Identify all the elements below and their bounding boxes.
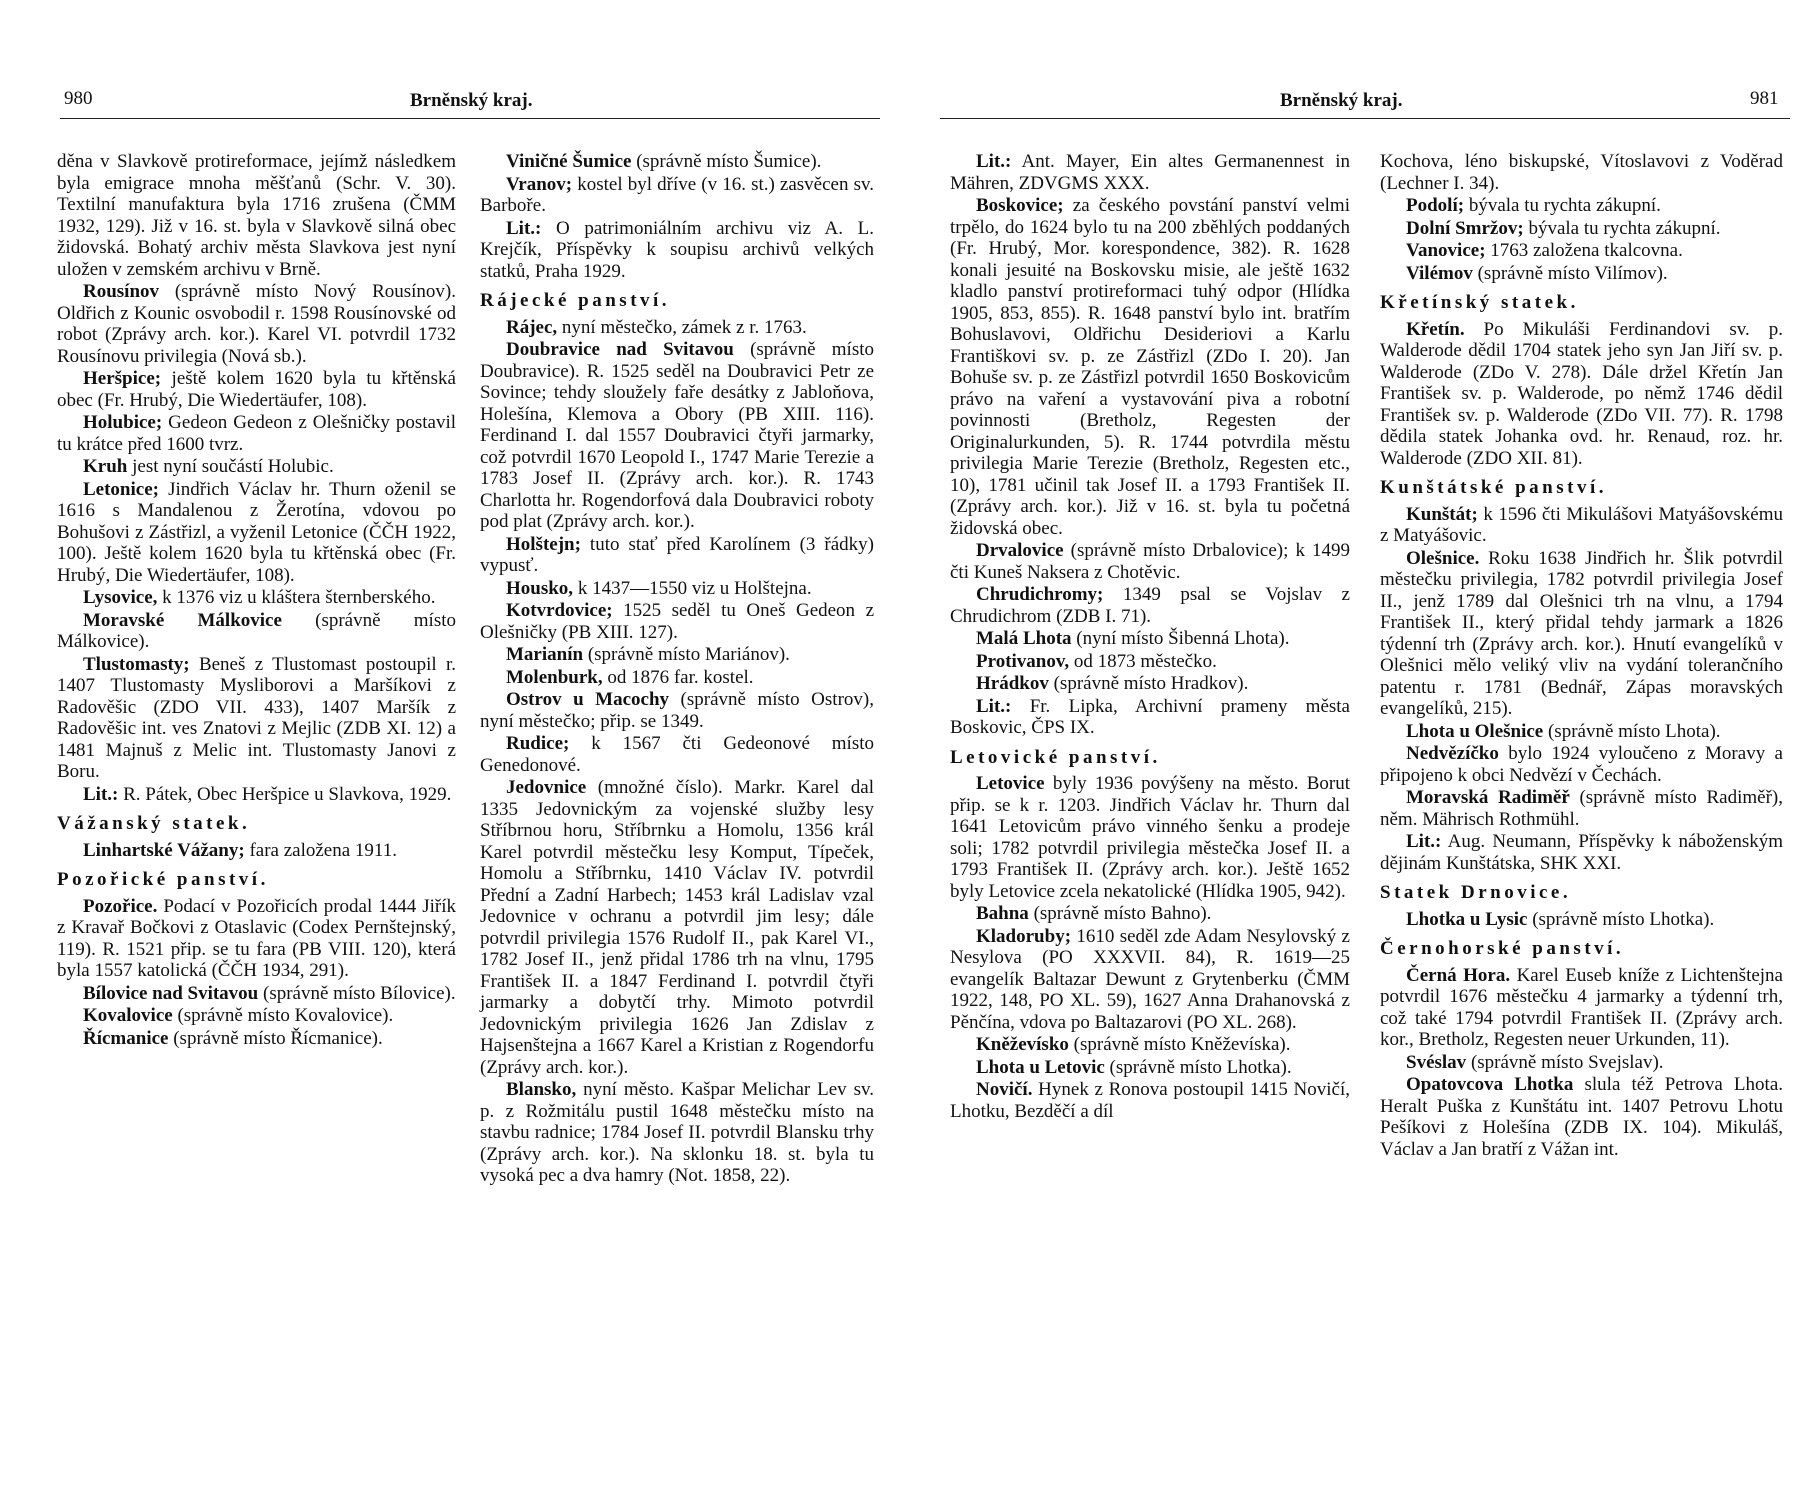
entry-paragraph	[480, 151, 874, 173]
entry-text: (správně místo Nový Rousínov). Oldřich z Kounic osvobodil r. 1598 Rousínovské od robot (Zprávy arch. kor.). Karel VI. potvrdil 1732 Rousínovu privilegia (Nová sb.).	[57, 281, 456, 367]
entry-text: Roku 1638 Jindřich hr. Šlik potvrdil městečku privilegia, 1782 potvrdil privilegia Josef II., jenž 1789 dal Olešnici trh na vlnu, a 1794 František II., který přidal tehdy jarmark a 1826 týdenní trh (Zprávy arch. kor.). Hnutí evangelíků v Olešnici mělo veliký vliv na vydání tolerančního patentu r. 1781 (Bednář, Zápas moravských evangelíků, 215).	[1380, 547, 1783, 719]
entry-paragraph	[480, 174, 874, 217]
entry-paragraph	[950, 696, 1350, 739]
entry-paragraph	[480, 1079, 874, 1187]
entry-headword: Rájec,	[506, 316, 558, 338]
entry-headword: Letovice	[976, 773, 1045, 794]
page-number: 980	[64, 88, 93, 109]
entry-paragraph	[1380, 151, 1783, 194]
entry-text: (množné číslo). Markr. Karel dal 1335 Jedovnickým za vojenské služby lesy Stříbrnou horu, Stříbrnku a Homolu, 1356 král Karel potvrdil městečku lesy Komput, Típeček, Homolu a Stříbrnku, 1410 Václav IV. potvrdil Přední a Zadní Harbech; 1453 král Ladislav vzal Jedovnice v ochranu a potvrdil jim lesy; dále potvrdil privilegia 1576 Rudolf II., pak Karel VI., 1782 Josef II., jenž přidal 1786 trh na vlnu, 1795 František II. a 1847 Ferdinand I. potvrdil čtyři jarmarky a dobytčí trhy. Mimoto potvrdil Jedovnickým privilegia 1626 Jan Zdislav z Hajsenštejna a 1667 Karel a Kristian z Rogendorfu (Zprávy arch. kor.).	[480, 777, 874, 1078]
entry-paragraph	[57, 456, 456, 478]
entry-text: Karel Euseb kníže z Lichtenštejna potvrdil 1676 městečku 4 jarmarky a týdenní trh, což také 1794 potvrdil František II. (Zprávy arch. kor., Bretholz, Regesten neuer Urkunden, 11).	[1380, 964, 1783, 1050]
entry-paragraph	[57, 479, 456, 587]
entry-headword: Molenburk,	[506, 666, 603, 688]
entry-text: od 1876 far. kostel.	[602, 666, 754, 688]
entry-headword: Kruh	[83, 456, 128, 477]
entry-text: 1525 seděl tu Oneš Gedeon z Olešničky (PB XIII. 127).	[480, 600, 874, 643]
entry-headword: Protivanov,	[976, 650, 1070, 672]
entry-text: (správně místo Hradkov).	[1048, 673, 1249, 694]
entry-headword: Linhartské Vážany;	[83, 839, 245, 861]
entry-paragraph	[1380, 240, 1783, 262]
entry-text: (správně místo Bahno).	[1028, 903, 1212, 924]
entry-text: k 1567 čti Gedeonové místo Genedonové.	[480, 733, 874, 776]
entry-paragraph	[950, 628, 1350, 650]
entry-paragraph	[950, 773, 1350, 902]
entry-text: R. Pátek, Obec Heršpice u Slavkova, 1929.	[118, 783, 452, 805]
entry-paragraph	[57, 1005, 456, 1027]
section-heading: Rájecké panství.	[480, 290, 671, 311]
entry-headword: Lit.:	[506, 217, 542, 239]
entry-text: Podací v Pozořicích prodal 1444 Jiřík z Kravař Bočkovi z Otaslavic (Codex Pernštejnský, 119). R. 1521 přip. se tu fara (PB VIII. 120), která byla 1557 katolická (ČČH 1934, 291).	[57, 895, 456, 981]
entry-headword: Moravské Málkovice	[83, 609, 282, 631]
entry-text: (správně místo Řícmanice).	[168, 1027, 383, 1049]
entry-text: (správně místo Drbalovice); k 1499 čti Kuneš Naksera z Chotěvic.	[950, 540, 1350, 583]
section-heading: Černohorské panství.	[1380, 938, 1625, 959]
entry-headword: Ostrov u Macochy	[506, 689, 670, 710]
entry-text: Fr. Lipka, Archivní prameny města Boskovic, ČPS IX.	[950, 695, 1350, 738]
entry-text: byly 1936 povýšeny na město. Borut přip. se k r. 1203. Jindřich Václav hr. Thurn dal 1641 Letovicům právo vinného šenku a prodeje soli; 1782 potvrdil privilegia městečka Josef II. a 1793 František II. (Zprávy arch. kor.). Ještě 1652 byly Letovice zcela nekatolické (Hlídka 1905, 942).	[950, 773, 1350, 902]
entry-headword: Bílovice nad Svitavou	[83, 982, 259, 1004]
entry-text: kostel byl dříve (v 16. st.) zasvěcen sv. Barboře.	[480, 173, 874, 216]
entry-paragraph	[57, 610, 456, 653]
entry-text: k 1596 čti Mikulášovi Matyášovskému z Matyášovic.	[1380, 503, 1783, 546]
entry-text: Hynek z Ronova postoupil 1415 Novičí, Lhotku, Bezděčí a díl	[950, 1079, 1350, 1122]
entry-text: Kochova, léno biskupské, Vítoslavovi z Voděrad (Lechner I. 34).	[1380, 151, 1783, 194]
left-header	[0, 88, 905, 118]
header-rule	[60, 118, 880, 119]
entry-text: slula též Petrova Lhota. Heralt Puška z Kunštátu int. 1407 Petrovu Lhotu Pešíkovi z Holešína (ZDB IX. 104). Mikuláš, Václav a Jan bratří z Vážan int.	[1380, 1074, 1783, 1160]
entry-headword: Marianín	[506, 644, 584, 665]
running-title: Brněnský kraj.	[410, 90, 533, 111]
entry-text: 1349 psal se Vojslav z Chrudichrom (ZDB I. 71).	[950, 584, 1350, 627]
entry-headword: Blansko,	[506, 1079, 577, 1100]
entry-headword: Jedovnice	[506, 777, 587, 798]
entry-headword: Kunštát;	[1406, 503, 1478, 525]
entry-text: Gedeon Gedeon z Olešničky postavil tu krátce před 1600 tvrz.	[57, 412, 456, 455]
entry-headword: Opatovcova Lhotka	[1406, 1074, 1574, 1095]
entry-headword: Řícmanice	[83, 1027, 169, 1049]
entry-headword: Holubice;	[83, 412, 163, 433]
entry-paragraph	[1380, 548, 1783, 720]
entry-paragraph	[57, 896, 456, 982]
entry-text: k 1437—1550 viz u Holštejna.	[573, 577, 812, 599]
entry-headword: Rousínov	[83, 281, 160, 302]
entry-paragraph	[480, 578, 874, 600]
running-title: Brněnský kraj.	[1280, 90, 1403, 111]
entry-text: za českého povstání panství velmi trpělo, do 1624 bylo tu na 200 zběhlých poddaných (Fr. Hrubý, Mor. korespondence, 382). R. 1628 konali jesuité na Boskovsku misie, ale ještě 1632 kladlo panství protireformaci tuhý odpor (Hlídka 1905, 853, 855). R. 1648 panství bylo int. bratřím Bohuslavovi, Oldřichu Desideriovi a Karlu Františkovi sv. p. ze Zástřizl (ZDo I. 20). Jan Bohuše sv. p. ze Zástřizl potvrdil 1650 Boskovicům právo na vaření a vystavování piva a robotní povinnosti (Bretholz, Regesten der Originalurkunden, 5). R. 1744 potvrdila městu privilegia Marie Terezie (Bretholz, Regesten etc., 10), 1781 učinil tak Josef II. a 1793 František II. (Zprávy arch. kor.). Již v 16. st. byla tu početná židovská obec.	[950, 195, 1350, 539]
entry-headword: Lhota u Olešnice	[1406, 720, 1544, 742]
entry-paragraph	[480, 317, 874, 339]
entry-headword: Dolní Smržov;	[1406, 217, 1524, 239]
entry-text: od 1873 městečko.	[1069, 650, 1217, 672]
entry-text: Po Mikuláši Ferdinandovi sv. p. Walderode dědil 1704 statek jeho syn Jan Jiří sv. p. Walderode (ZDo V. 278). Dále držel Křetín Jan František sv. p. Walderode, po němž 1746 dědil František sv. p. Walderode (ZDo VII. 77). R. 1798 dědila statek Johanka ovd. hr. Renaud, roz. hr. Walderode (ZDO XII. 81).	[1380, 318, 1783, 469]
entry-headword: Holštejn;	[506, 533, 581, 555]
entry-paragraph	[1380, 721, 1783, 743]
entry-headword: Kotvrdovice;	[506, 600, 613, 621]
entry-headword: Letonice;	[83, 478, 159, 500]
entry-text: fara založena 1911.	[244, 839, 397, 861]
entry-text: bylo 1924 vyloučeno z Moravy a připojeno k obci Nedvězí v Čechách.	[1380, 743, 1783, 786]
entry-paragraph	[950, 673, 1350, 695]
entry-text: (správně místo Kněževíska).	[1068, 1034, 1291, 1055]
entry-text: (správně místo Lhotka).	[1104, 1056, 1292, 1078]
entry-paragraph	[1380, 965, 1783, 1051]
entry-headword: Kladoruby;	[976, 925, 1072, 947]
entry-paragraph	[57, 1028, 456, 1050]
entry-headword: Boskovice;	[976, 195, 1064, 216]
entry-paragraph	[57, 281, 456, 367]
entry-headword: Lysovice,	[83, 587, 158, 608]
entry-headword: Novičí.	[976, 1079, 1033, 1100]
section-heading: Vážanský statek.	[57, 813, 251, 834]
entry-paragraph	[950, 1057, 1350, 1079]
entry-text: nyní město. Kašpar Melichar Lev sv. p. z Rožmitálu pustil 1648 městečku místo na stavbu radnice; 1784 Josef II. potvrdil Blansku trhy (Zprávy arch. kor.). Na sklonku 18. st. byla tu vysoká pec a dva hamry (Not. 1858, 22).	[480, 1079, 874, 1186]
entry-headword: Bahna	[976, 903, 1029, 924]
entry-headword: Viničné Šumice	[506, 151, 632, 172]
entry-paragraph	[480, 339, 874, 533]
entry-paragraph	[950, 1034, 1350, 1056]
entry-headword: Housko,	[506, 577, 574, 599]
entry-headword: Hrádkov	[976, 673, 1049, 694]
entry-text: (správně místo Svejslav).	[1466, 1051, 1664, 1073]
entry-text: bývala tu rychta zákupní.	[1523, 217, 1721, 239]
entry-headword: Chrudichromy;	[976, 584, 1104, 605]
entry-paragraph	[480, 644, 874, 666]
entry-headword: Vanovice;	[1406, 240, 1486, 261]
entry-headword: Heršpice;	[83, 368, 162, 389]
entry-headword: Křetín.	[1406, 318, 1465, 340]
entry-paragraph	[950, 903, 1350, 925]
entry-paragraph	[950, 540, 1350, 583]
right-header	[905, 88, 1810, 118]
entry-headword: Doubravice nad Svitavou	[506, 339, 734, 360]
entry-text: (správně místo Ostrov), nyní městečko; přip. se 1349.	[480, 689, 874, 732]
entry-text: bývala tu rychta zákupní.	[1464, 195, 1661, 216]
entry-text: jest nyní součástí Holubic.	[127, 456, 334, 477]
entry-text: (správně místo Doubravice). R. 1525 seděl na Doubravici Petr ze Sovince; tehdy sloužely faře desátky z Jabloňova, Holešína, Klemova a Obory (PB XIII. 116). Ferdinand I. dal 1557 Doubravici čtyři jarmarky, což potvrdil 1670 Leopold I., 1747 Marie Terezie a 1783 Josef II. (Zprávy arch. kor.). R. 1743 Charlotta hr. Rogendorfová dala Doubravici roboty pod plat (Zprávy arch. kor.).	[480, 339, 874, 532]
entry-text: (správně místo Málkovice).	[57, 609, 456, 652]
column-2	[480, 151, 874, 1188]
entry-headword: Olešnice.	[1406, 547, 1480, 569]
entry-text: (správně místo Radiměř), něm. Mährisch Rothmühl.	[1380, 787, 1783, 830]
entry-headword: Lit.:	[1406, 831, 1442, 852]
entry-text: ještě kolem 1620 byla tu křtěnská obec (Fr. Hrubý, Die Wiedertäufer, 108).	[57, 368, 456, 411]
column-1	[57, 151, 456, 1050]
section-heading: Křetínský statek.	[1380, 292, 1579, 313]
section-heading: Pozořické panství.	[57, 869, 269, 890]
entry-paragraph	[950, 195, 1350, 539]
entry-paragraph	[950, 584, 1350, 627]
entry-paragraph	[950, 926, 1350, 1034]
entry-text: Jindřich Václav hr. Thurn oženil se 1616 s Mandalenou z Žerotína, vdovou po Bohušovi z Zástřizl, a vyženil Letonice (ČČH 1922, 100). Ještě kolem 1620 byla tu křtěnská obec (Fr. Hrubý, Die Wiedertäufer, 108).	[57, 478, 456, 586]
entry-paragraph	[1380, 1074, 1783, 1160]
entry-headword: Podolí;	[1406, 195, 1465, 216]
entry-text: nyní městečko, zámek z r. 1763.	[557, 316, 807, 338]
entry-text: (správně místo Bílovice).	[258, 982, 456, 1004]
entry-headword: Kněževísko	[976, 1034, 1069, 1055]
entry-headword: Pozořice.	[83, 895, 158, 917]
entry-text: 1763 založena tkalcovna.	[1485, 240, 1683, 261]
entry-text: Beneš z Tlustomast postoupil r. 1407 Tlustomasty Mysliborovi a Maršíkovi z Radověšic (ZDO VII. 433), 1407 Maršík z Radověšic int. ves Znatovi z Mejlic (ZDB XI. 12) a 1481 Majnuš z Melic int. Tlustomasty Janovi z Boru.	[57, 653, 456, 782]
entry-headword: Moravská Radiměř	[1406, 787, 1570, 808]
entry-headword: Tlustomasty;	[83, 653, 190, 675]
entry-paragraph	[57, 151, 456, 280]
entry-paragraph	[950, 151, 1350, 194]
entry-text: k 1376 viz u kláštera šternberského.	[157, 587, 436, 608]
entry-paragraph	[1380, 831, 1783, 874]
entry-text: (správně místo Vilímov).	[1472, 262, 1668, 284]
entry-text: O patrimoniálním archivu viz A. L. Krejčík, Příspěvky k soupisu archivů velkých statků, Praha 1929.	[480, 217, 874, 282]
entry-text: děna v Slavkově protireformace, jejímž následkem byla emigrace mnoha měšťanů (Schr. V. 30). Textilní manufaktura byla 1716 zrušena (ČMM 1932, 129). Již v 16. st. byla v Slavkově silná obec židovská. Bohatý archiv města Slavkova jest nyní uložen v zemském archivu v Brně.	[57, 151, 456, 280]
entry-text: tuto stať před Karolínem (3 řádky) vypusť.	[480, 533, 874, 576]
entry-headword: Vranov;	[506, 173, 573, 195]
entry-text: (správně místo Šumice).	[631, 151, 822, 172]
section-heading: Letovické panství.	[950, 746, 1161, 768]
entry-paragraph	[1380, 504, 1783, 547]
entry-text: Ant. Mayer, Ein altes Germanennest in Mähren, ZDVGMS XXX.	[950, 151, 1350, 194]
entry-headword: Malá Lhota	[976, 628, 1072, 649]
page-number: 981	[1750, 88, 1779, 109]
entry-paragraph	[57, 368, 456, 411]
entry-paragraph	[480, 667, 874, 689]
entry-text: (nyní místo Šibenná Lhota).	[1071, 628, 1290, 649]
column-4	[1380, 151, 1783, 1161]
entry-paragraph	[480, 534, 874, 577]
entry-paragraph	[480, 777, 874, 1078]
entry-paragraph	[57, 784, 456, 806]
entry-paragraph	[1380, 319, 1783, 470]
entry-paragraph	[950, 1079, 1350, 1122]
entry-headword: Nedvězíčko	[1406, 743, 1499, 764]
entry-paragraph	[480, 600, 874, 643]
entry-text: (správně místo Lhota).	[1543, 720, 1721, 742]
entry-paragraph	[950, 651, 1350, 673]
entry-headword: Drvalovice	[976, 540, 1064, 561]
entry-paragraph	[480, 218, 874, 283]
entry-text: Aug. Neumann, Příspěvky k náboženským dějinám Kunštátska, SHK XXI.	[1380, 831, 1783, 874]
right-page	[905, 0, 1810, 1500]
entry-text: (správně místo Kovalovice).	[172, 1005, 394, 1026]
entry-paragraph	[57, 654, 456, 783]
entry-headword: Svéslav	[1406, 1051, 1467, 1073]
entry-headword: Lit.:	[976, 151, 1012, 172]
entry-paragraph	[1380, 218, 1783, 240]
entry-paragraph	[57, 840, 456, 862]
entry-text: (správně místo Mariánov).	[583, 644, 790, 665]
entry-headword: Lit.:	[83, 783, 119, 805]
entry-paragraph	[480, 689, 874, 732]
section-heading: Statek Drnovice.	[1380, 882, 1572, 903]
entry-paragraph	[1380, 263, 1783, 285]
entry-text: (správně místo Lhotka).	[1527, 908, 1715, 930]
entry-text: 1610 seděl zde Adam Nesylovský z Nesylova (PO XXXVII. 84), R. 1619—25 evangelík Baltazar Dewunt z Grytenberku (ČMM 1922, 148, PO XL. 59), 1627 Anna Drahanovská z Pěnčína, vdova po Baltazarovi (PO XL. 268).	[950, 925, 1350, 1033]
entry-headword: Lhotka u Lysic	[1406, 908, 1528, 930]
entry-paragraph	[1380, 1052, 1783, 1074]
entry-paragraph	[57, 412, 456, 455]
entry-paragraph	[1380, 743, 1783, 786]
entry-headword: Lhota u Letovic	[976, 1056, 1105, 1078]
entry-headword: Černá Hora.	[1406, 964, 1511, 986]
entry-paragraph	[1380, 195, 1783, 217]
entry-paragraph	[57, 983, 456, 1005]
entry-paragraph	[1380, 909, 1783, 931]
entry-headword: Rudice;	[506, 733, 570, 754]
entry-paragraph	[1380, 787, 1783, 830]
column-3	[950, 151, 1350, 1123]
entry-paragraph	[57, 587, 456, 609]
section-heading: Kunštátské panství.	[1380, 477, 1607, 498]
entry-headword: Kovalovice	[83, 1005, 173, 1026]
entry-headword: Lit.:	[976, 695, 1012, 717]
header-rule	[940, 118, 1790, 119]
entry-paragraph	[480, 733, 874, 776]
entry-headword: Vilémov	[1406, 262, 1473, 284]
